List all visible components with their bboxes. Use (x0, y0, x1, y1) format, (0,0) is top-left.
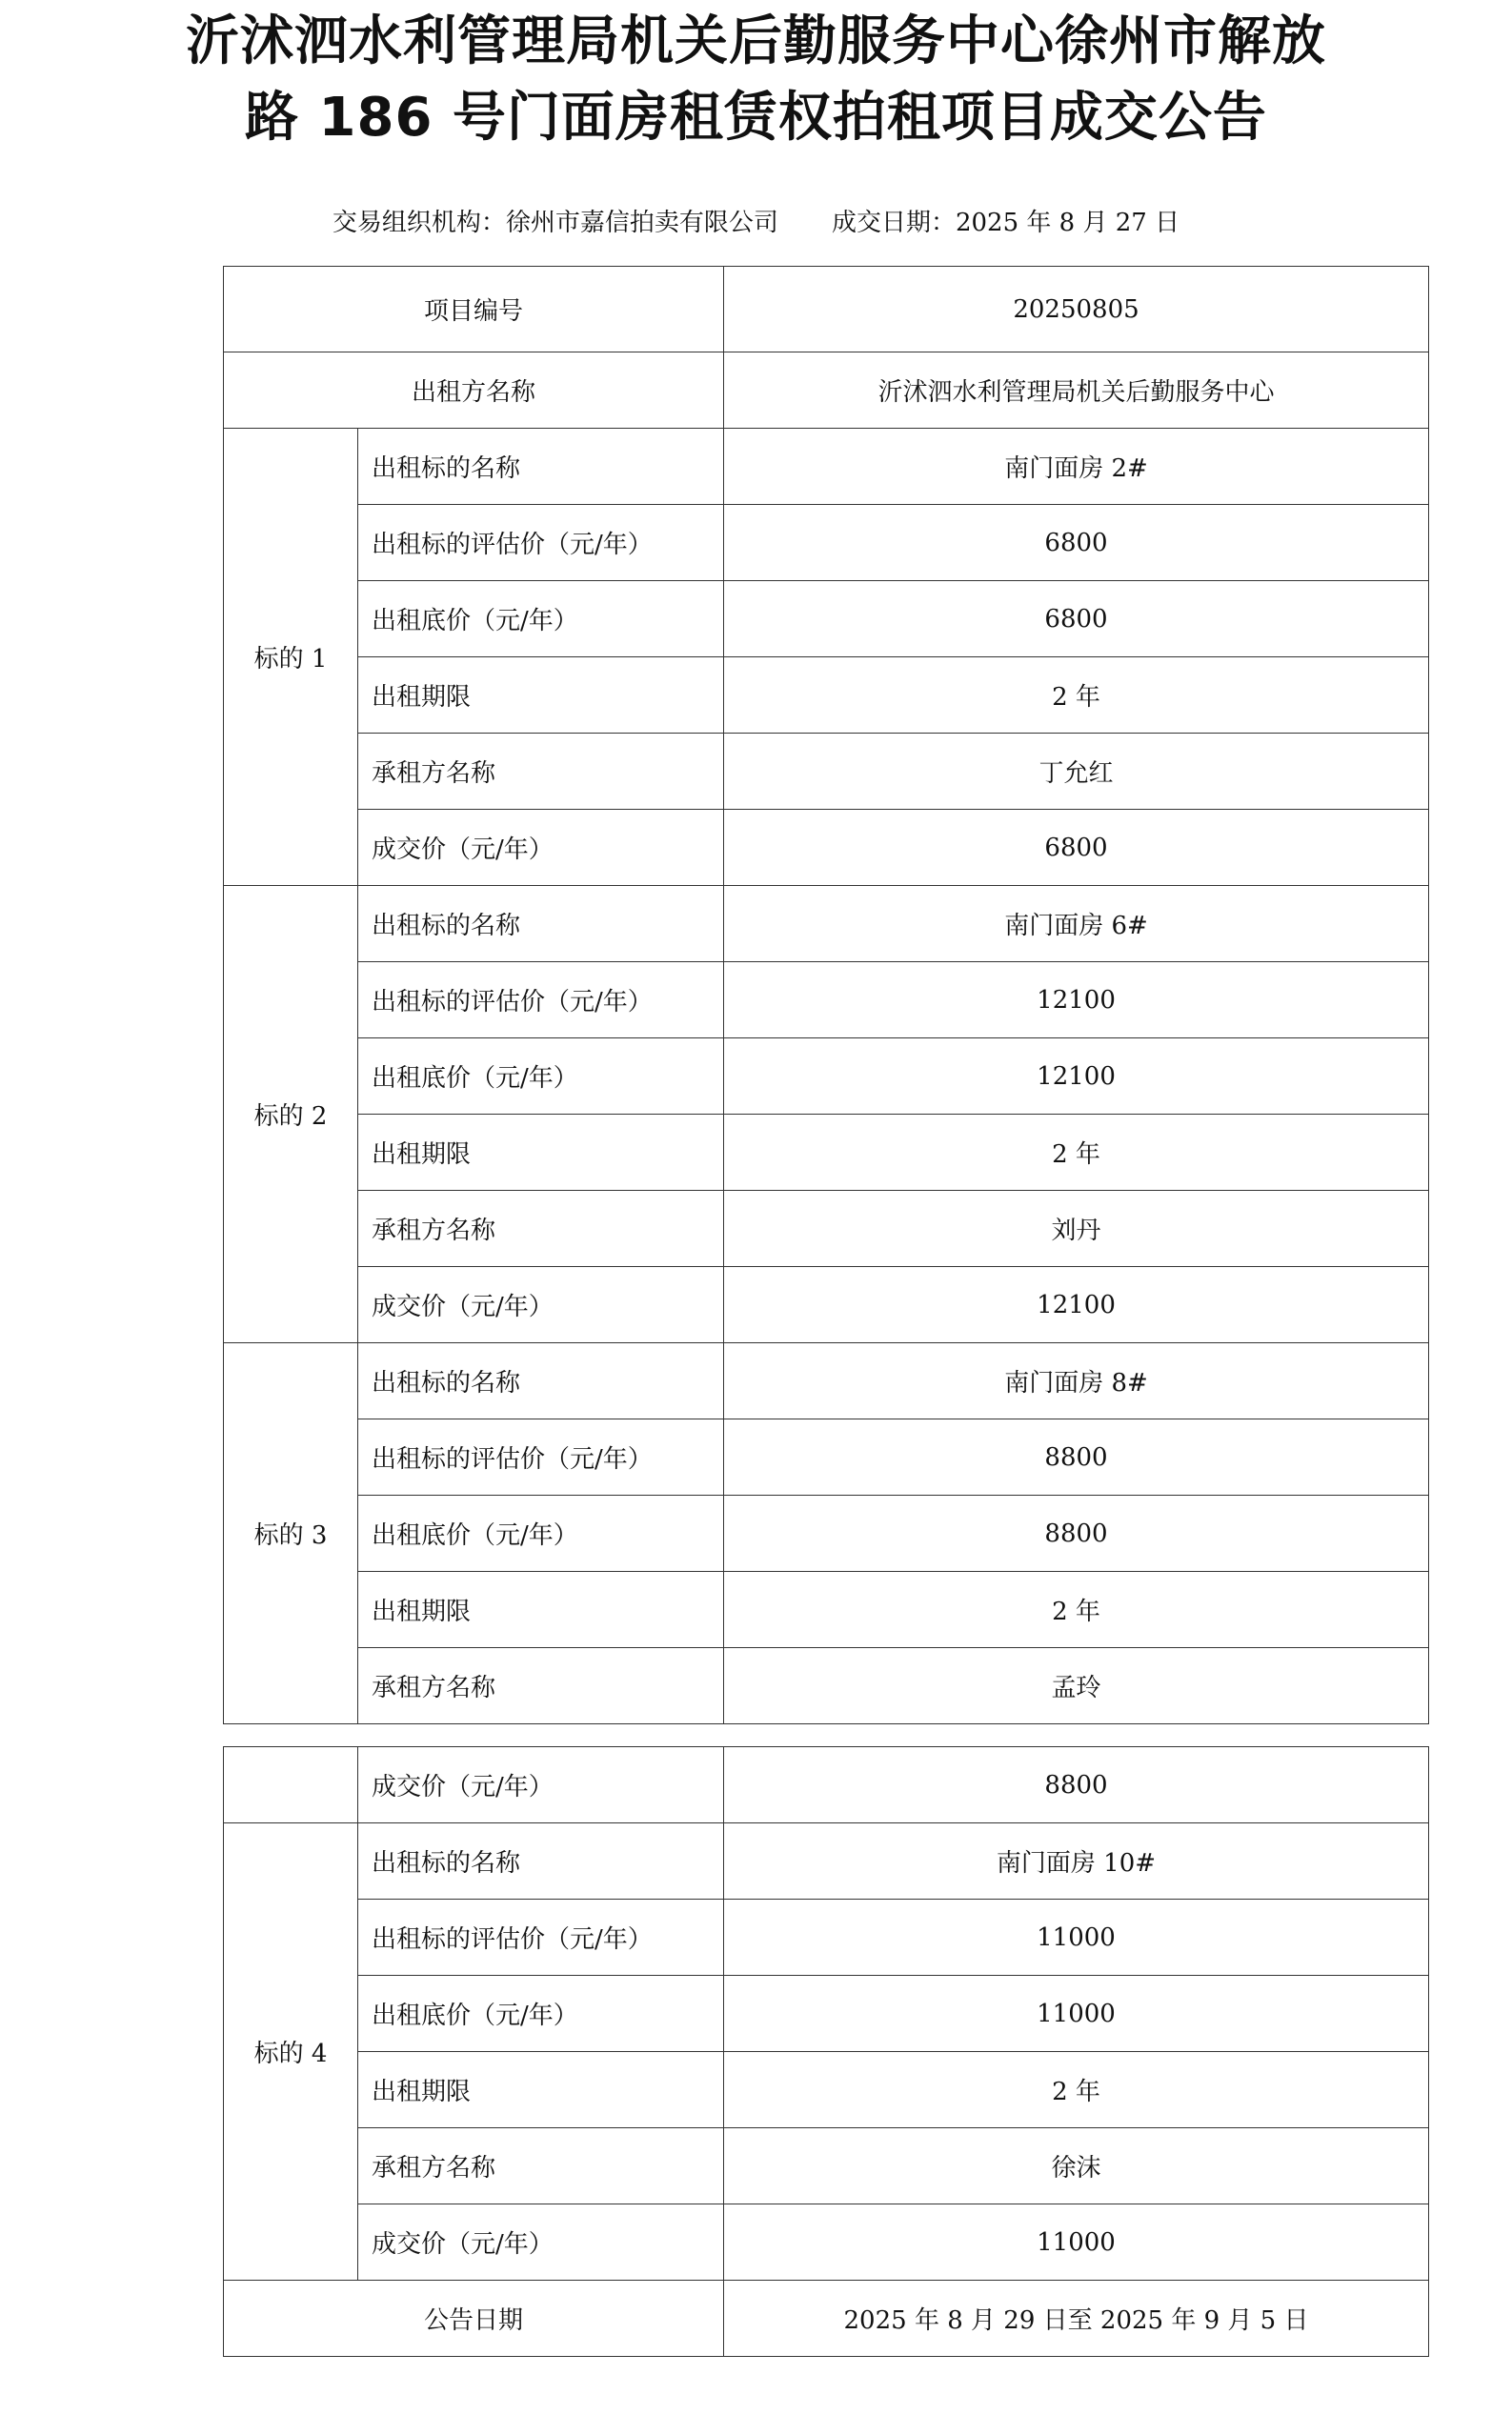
lot-4-reserve: 11000 (724, 1976, 1429, 2052)
lot-3-appraisal: 8800 (724, 1419, 1429, 1496)
table-row (224, 1267, 1429, 1343)
field-label: 成交价（元/年） (358, 1747, 724, 1823)
lot-3-reserve: 8800 (724, 1496, 1429, 1572)
lot-1-name: 南门面房 2# (724, 429, 1429, 505)
lot-1-label: 标的 1 (224, 429, 358, 886)
table-row (224, 2204, 1429, 2281)
field-label: 出租底价（元/年） (358, 1496, 724, 1572)
lot-2-name: 南门面房 6# (724, 886, 1429, 962)
table-row (224, 1496, 1429, 1572)
field-label: 承租方名称 (358, 734, 724, 810)
lot-4-appraisal: 11000 (724, 1900, 1429, 1976)
result-table-part-1 (223, 266, 1429, 1724)
lot-3-continued (224, 1747, 358, 1823)
lot-1-term: 2 年 (724, 657, 1429, 734)
field-label: 出租标的名称 (358, 886, 724, 962)
table-row (224, 1747, 1429, 1823)
lessor-value: 沂沭泗水利管理局机关后勤服务中心 (724, 352, 1429, 429)
result-table-part-2 (223, 1746, 1429, 2357)
lessor-label: 出租方名称 (224, 352, 724, 429)
lot-4-lessee: 徐沫 (724, 2128, 1429, 2204)
table-row (224, 2281, 1429, 2357)
field-label: 出租标的名称 (358, 429, 724, 505)
notice-title-line-2: 路 186 号门面房租赁权拍租项目成交公告 (245, 87, 1267, 149)
table-row (224, 1572, 1429, 1648)
lot-4-label: 标的 4 (224, 1823, 358, 2281)
lot-1-reserve: 6800 (724, 581, 1429, 657)
lot-3-name: 南门面房 8# (724, 1343, 1429, 1419)
table-row (224, 1900, 1429, 1976)
org-value: 徐州市嘉信拍卖有限公司 (505, 209, 778, 237)
table-row (224, 810, 1429, 886)
lot-1-deal: 6800 (724, 810, 1429, 886)
field-label: 出租底价（元/年） (358, 581, 724, 657)
org-label: 交易组织机构： (332, 209, 506, 237)
lot-3-term: 2 年 (724, 1572, 1429, 1648)
field-label: 出租底价（元/年） (358, 1038, 724, 1115)
table-row (224, 734, 1429, 810)
table-row (224, 1823, 1429, 1900)
field-label: 出租标的评估价（元/年） (358, 1419, 724, 1496)
project-no-label: 项目编号 (224, 267, 724, 352)
lot-1-lessee: 丁允红 (724, 734, 1429, 810)
announce-date-label: 公告日期 (224, 2281, 724, 2357)
field-label: 出租底价（元/年） (358, 1976, 724, 2052)
field-label: 出租期限 (358, 2052, 724, 2128)
table-row (224, 1191, 1429, 1267)
deal-date-label: 成交日期： (831, 209, 956, 237)
lot-3-lessee: 孟玲 (724, 1648, 1429, 1724)
lot-3-deal: 8800 (724, 1747, 1429, 1823)
table-row (224, 1038, 1429, 1115)
transaction-meta (0, 200, 1512, 246)
field-label: 出租标的名称 (358, 1823, 724, 1900)
table-row (224, 1648, 1429, 1724)
lot-2-label: 标的 2 (224, 886, 358, 1343)
field-label: 出租标的评估价（元/年） (358, 962, 724, 1038)
table-row (224, 2052, 1429, 2128)
table-row (224, 429, 1429, 505)
field-label: 出租标的名称 (358, 1343, 724, 1419)
lot-2-reserve: 12100 (724, 1038, 1429, 1115)
table-row (224, 505, 1429, 581)
field-label: 成交价（元/年） (358, 2204, 724, 2281)
notice-title-line-1: 沂沭泗水利管理局机关后勤服务中心徐州市解放 (186, 10, 1326, 72)
lot-2-term: 2 年 (724, 1115, 1429, 1191)
lot-2-lessee: 刘丹 (724, 1191, 1429, 1267)
announce-date-value: 2025 年 8 月 29 日至 2025 年 9 月 5 日 (724, 2281, 1429, 2357)
table-row (224, 1419, 1429, 1496)
table-row (224, 1115, 1429, 1191)
field-label: 出租标的评估价（元/年） (358, 1900, 724, 1976)
field-label: 出租标的评估价（元/年） (358, 505, 724, 581)
table-row (224, 1343, 1429, 1419)
field-label: 承租方名称 (358, 1648, 724, 1724)
field-label: 承租方名称 (358, 1191, 724, 1267)
lot-3-label: 标的 3 (224, 1343, 358, 1724)
field-label: 出租期限 (358, 1572, 724, 1648)
table-row (224, 1976, 1429, 2052)
table-row (224, 267, 1429, 352)
table-row (224, 657, 1429, 734)
lot-2-appraisal: 12100 (724, 962, 1429, 1038)
table-row (224, 886, 1429, 962)
field-label: 出租期限 (358, 657, 724, 734)
field-label: 出租期限 (358, 1115, 724, 1191)
lot-4-name: 南门面房 10# (724, 1823, 1429, 1900)
table-row (224, 2128, 1429, 2204)
field-label: 成交价（元/年） (358, 1267, 724, 1343)
table-row (224, 581, 1429, 657)
field-label: 承租方名称 (358, 2128, 724, 2204)
lot-2-deal: 12100 (724, 1267, 1429, 1343)
table-row (224, 352, 1429, 429)
lot-4-deal: 11000 (724, 2204, 1429, 2281)
table-row (224, 962, 1429, 1038)
lot-4-term: 2 年 (724, 2052, 1429, 2128)
deal-date-value: 2025 年 8 月 27 日 (955, 209, 1180, 237)
lot-1-appraisal: 6800 (724, 505, 1429, 581)
field-label: 成交价（元/年） (358, 810, 724, 886)
project-no-value: 20250805 (724, 267, 1429, 352)
